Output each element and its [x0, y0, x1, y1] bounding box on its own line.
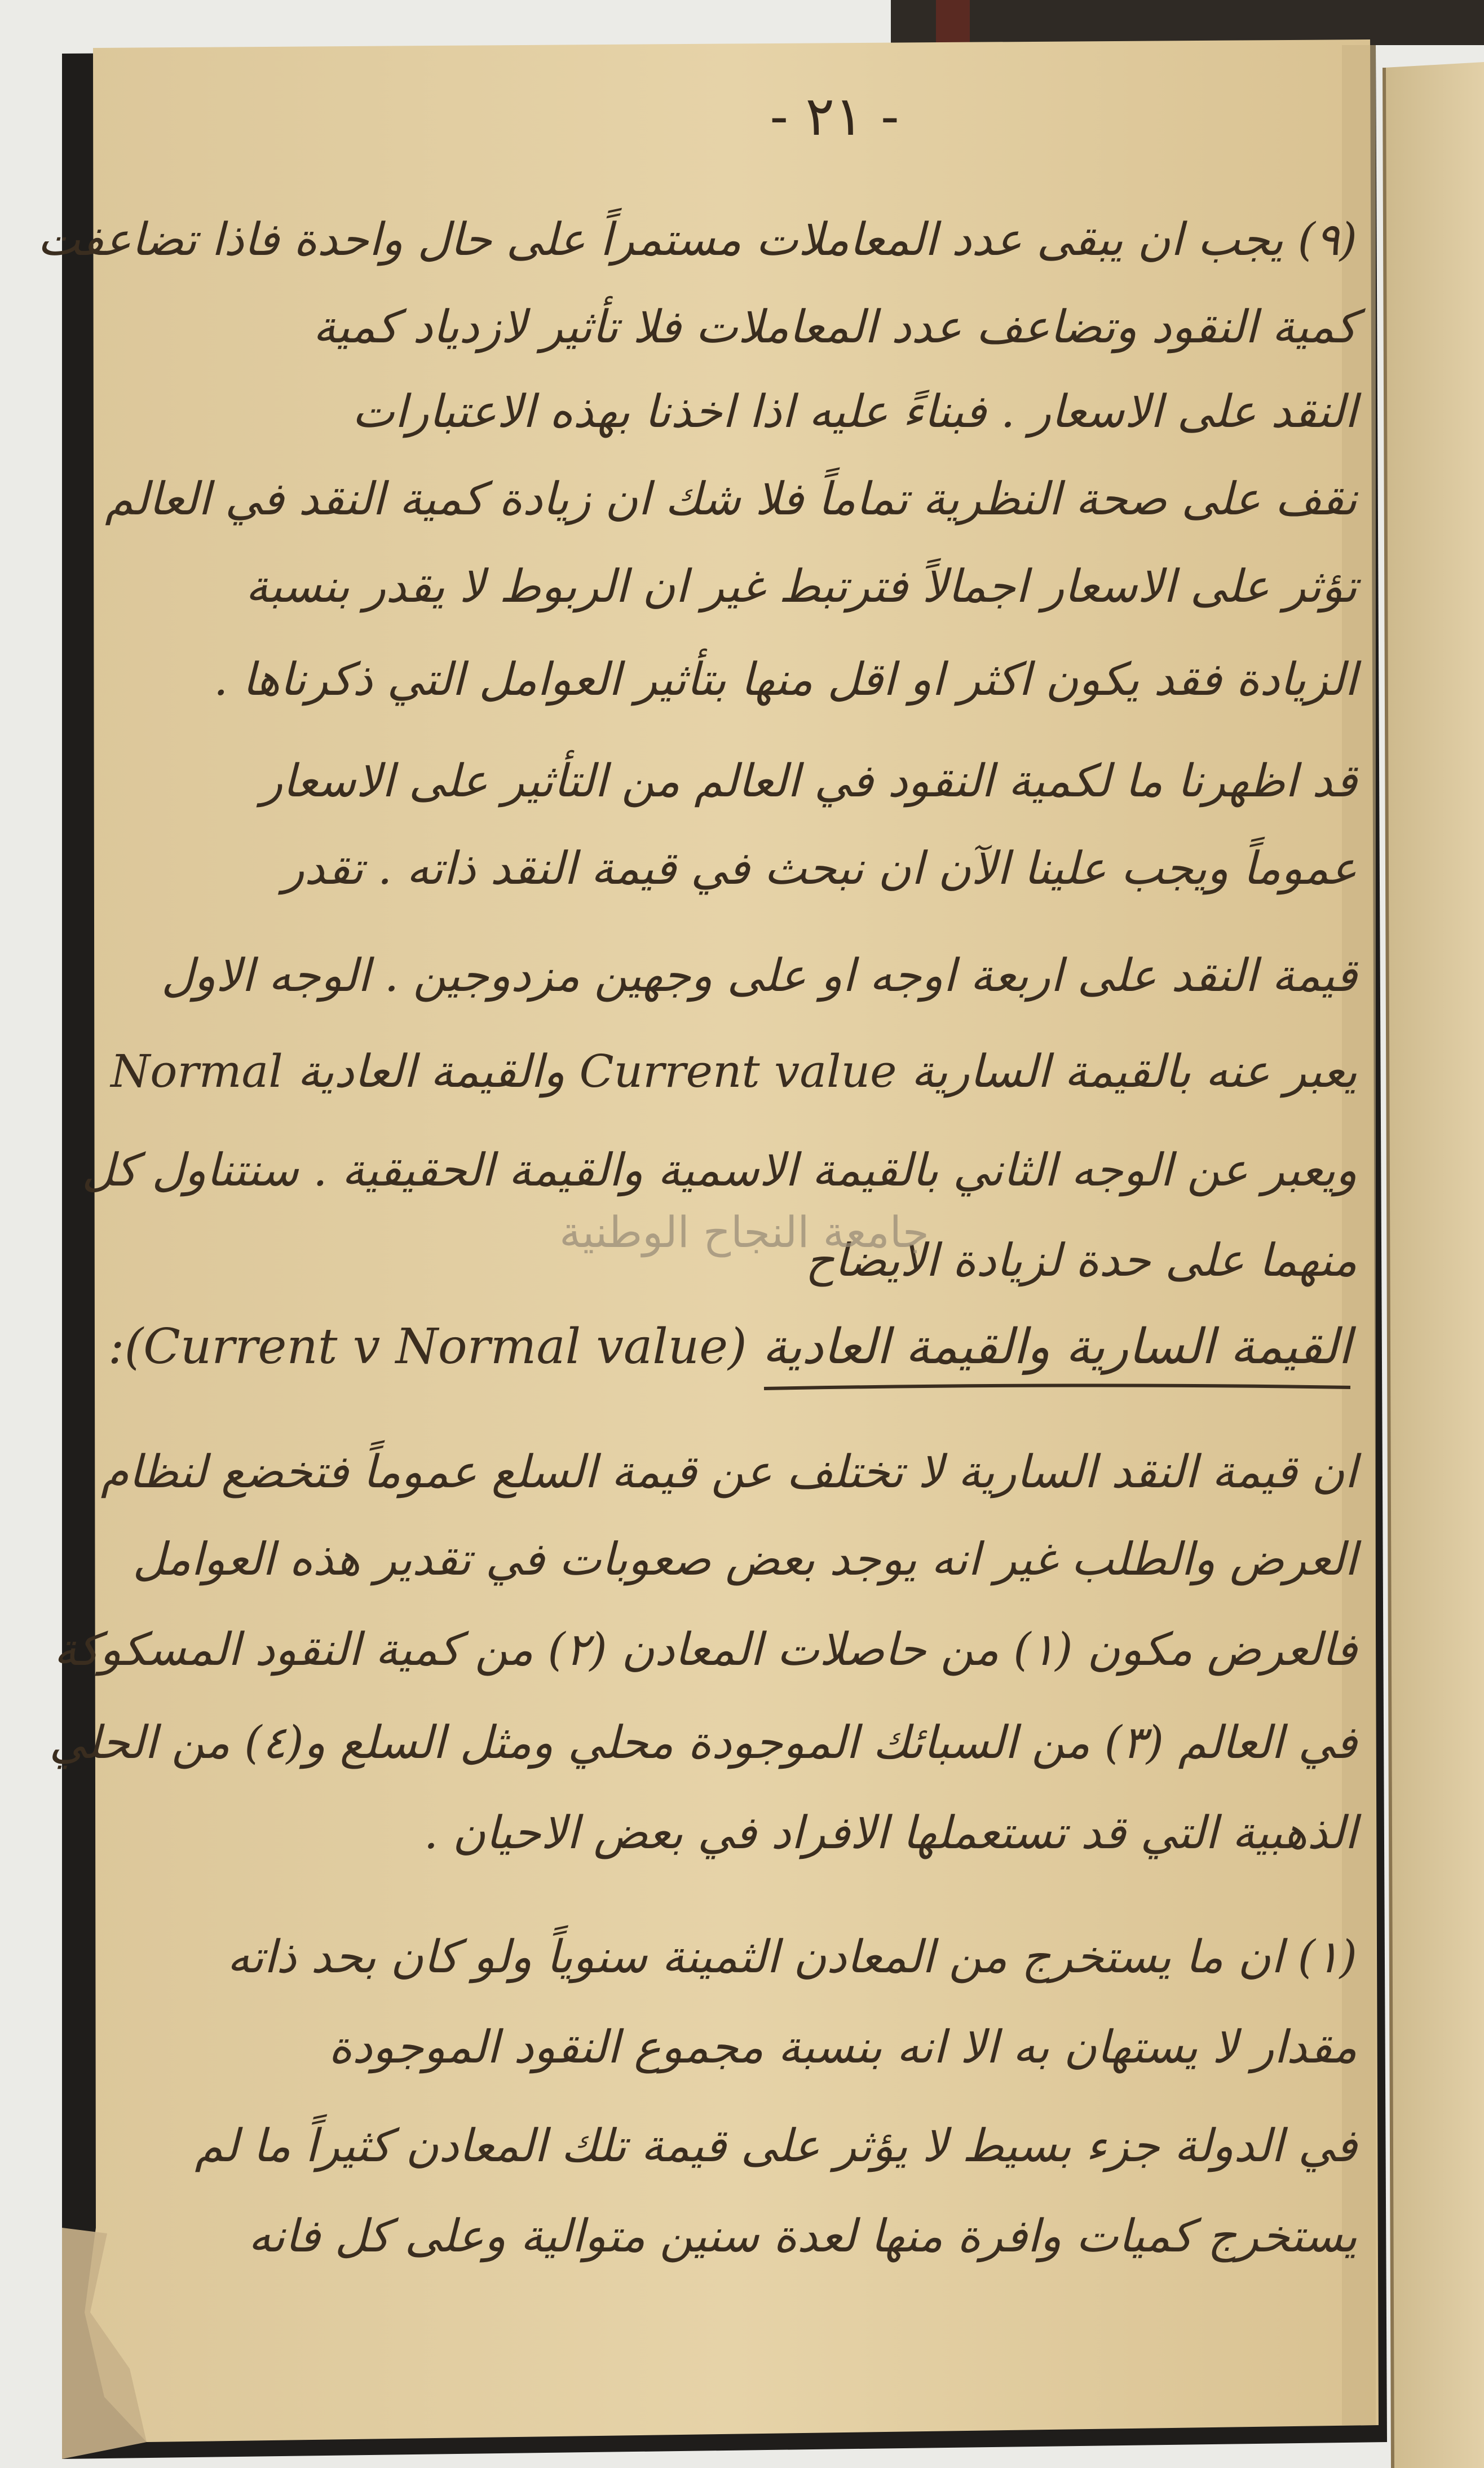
paragraph-1-line: (٩) يجب ان يبقى عدد المعاملات مستمراً على حال واحدة فاذا تضاعفت [37, 213, 1357, 266]
paragraph-3-line: العرض والطلب غير انه يوجد بعض صعوبات في تقدير هذه العوامل [132, 1533, 1357, 1585]
paragraph-1-line: نقف على صحة النظرية تماماً فلا شك ان زيادة كمية النقد في العالم [105, 473, 1357, 525]
library-watermark: جامعة النجاح الوطنية [559, 1207, 929, 1257]
paragraph-3-line: ان قيمة النقد السارية لا تختلف عن قيمة السلع عموماً فتخضع لنظام [100, 1445, 1357, 1498]
paragraph-1-line: النقد على الاسعار . فبناءً عليه اذا اخذنا بهذه الاعتبارات [352, 385, 1357, 438]
paragraph-3-line: في العالم (٣) من السبائك الموجودة محلي ومثل السلع و(٤) من الحلي [49, 1716, 1357, 1769]
paragraph-3-line: فالعرض مكون (١) من حاصلات المعادن (٢) من كمية النقود المسكوكة [54, 1623, 1357, 1676]
paragraph-4-line: يستخرج كميات وافرة منها لعدة سنين متوالية وعلى كل فانه [248, 2210, 1357, 2262]
paragraph-2-line: قد اظهرنا ما لكمية النقود في العالم من التأثير على الاسعار [260, 755, 1357, 807]
paragraph-2-line: ويعبر عن الوجه الثاني بالقيمة الاسمية والقيمة الحقيقية . سنتناول كل [82, 1144, 1357, 1196]
paragraph-4-line: مقدار لا يستهان به الا انه بنسبة مجموع النقود الموجودة [328, 2021, 1357, 2073]
adjacent-page [1384, 62, 1484, 2468]
paragraph-3-line: الذهبية التي قد تستعملها الافراد في بعض الاحيان . [423, 1806, 1357, 1859]
paragraph-2-line: يعبر عنه بالقيمة السارية Current value والقيمة العادية Normal [111, 1045, 1357, 1098]
page-number: - ٢١ - [770, 85, 899, 148]
paragraph-1-line: الزيادة فقد يكون اكثر او اقل منها بتأثير العوامل التي ذكرناها . [213, 653, 1357, 706]
section-heading: القيمة السارية والقيمة العادية (Current v Normal value): [108, 1319, 1352, 1375]
paragraph-2-line: عموماً ويجب علينا الآن ان نبحث في قيمة النقد ذاته . تقدر [282, 842, 1357, 894]
paragraph-1-line: كمية النقود وتضاعف عدد المعاملات فلا تأثير لازدياد كمية [313, 301, 1357, 353]
paragraph-4-line: (١) ان ما يستخرج من المعادن الثمينة سنوياً ولو كان بحد ذاته [227, 1931, 1357, 1983]
paragraph-2-line: منهما على حدة لزيادة الايضاح [805, 1234, 1357, 1286]
paragraph-2-line: قيمة النقد على اربعة اوجه او على وجهين مزدوجين . الوجه الاول [161, 949, 1357, 1002]
paragraph-1-line: تؤثر على الاسعار اجمالاً فترتبط غير ان الربوط لا يقدر بنسبة [245, 560, 1357, 612]
paragraph-4-line: في الدولة جزء بسيط لا يؤثر على قيمة تلك المعادن كثيراً ما لم [195, 2119, 1357, 2172]
